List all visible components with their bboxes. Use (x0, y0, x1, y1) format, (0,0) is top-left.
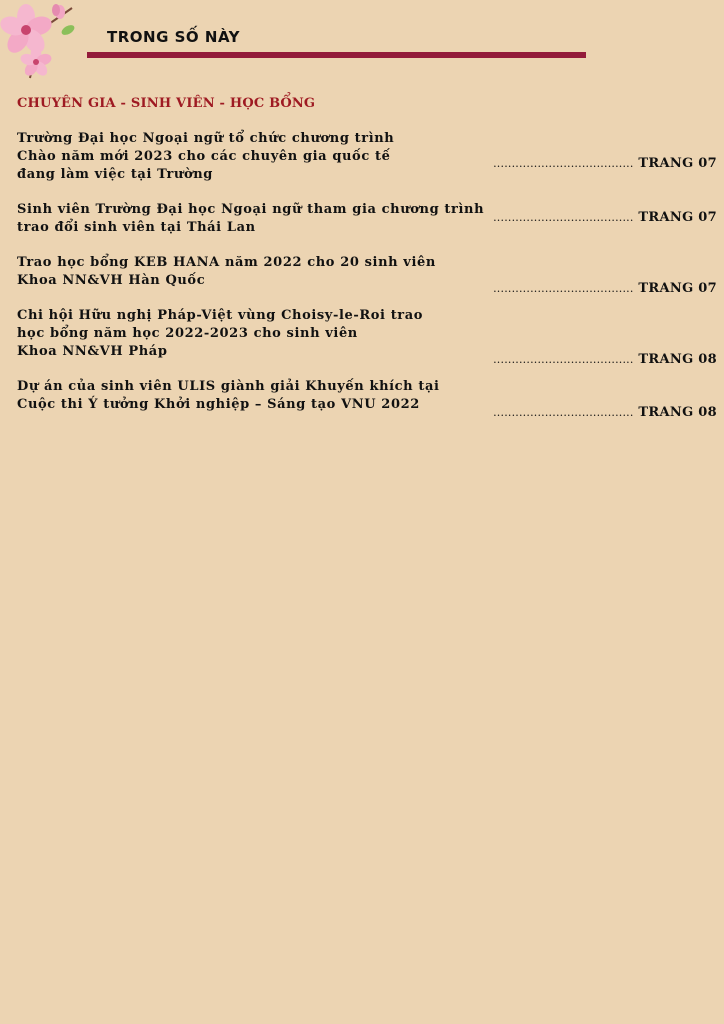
toc-entry[interactable] (17, 254, 717, 296)
toc-entry[interactable] (17, 307, 717, 367)
page-number: TRANG 07 (638, 281, 717, 296)
toc-entry-page (493, 210, 717, 225)
header-divider (87, 52, 586, 58)
dot-leader: ...................................... (493, 282, 634, 295)
dot-leader: ...................................... (493, 406, 634, 419)
toc-entry-title: Trường Đại học Ngoại ngữ tổ chức chương trình Chào năm mới 2023 cho các chuyên gia quốc tế đang làm việc tại Trường (17, 131, 395, 182)
toc-entry-page (493, 405, 717, 420)
toc-entry-title: Sinh viên Trường Đại học Ngoại ngữ tham gia chương trình trao đổi sinh viên tại Thái Lan (17, 202, 485, 235)
section-title: CHUYÊN GIA - SINH VIÊN - HỌC BỔNG (17, 96, 316, 111)
toc-entry-page (493, 281, 717, 296)
toc-entry-title: Trao học bổng KEB HANA năm 2022 cho 20 sinh viên Khoa NN&VH Hàn Quốc (17, 255, 436, 288)
dot-leader: ...................................... (493, 353, 634, 366)
page-title: TRONG SỐ NÀY (107, 28, 240, 46)
toc-entry-title: Dự án của sinh viên ULIS giành giải Khuyến khích tại Cuộc thi Ý tưởng Khởi nghiệp – Sáng tạo VNU 2022 (17, 379, 440, 412)
toc-entry-title: Chi hội Hữu nghị Pháp-Việt vùng Choisy-le-Roi trao học bổng năm học 2022-2023 cho sinh viên Khoa NN&VH Pháp (17, 308, 424, 359)
dot-leader: ...................................... (493, 211, 634, 224)
toc-entry[interactable] (17, 201, 717, 237)
page-number: TRANG 07 (638, 156, 717, 171)
toc-entry-page (493, 156, 717, 171)
page-number: TRANG 07 (638, 210, 717, 225)
toc-entry[interactable] (17, 130, 717, 184)
toc-entry-page (493, 352, 717, 367)
cherry-blossom-icon (0, 0, 80, 82)
page-number: TRANG 08 (638, 352, 717, 367)
dot-leader: ...................................... (493, 157, 634, 170)
toc-entry[interactable] (17, 378, 717, 420)
page-number: TRANG 08 (638, 405, 717, 420)
